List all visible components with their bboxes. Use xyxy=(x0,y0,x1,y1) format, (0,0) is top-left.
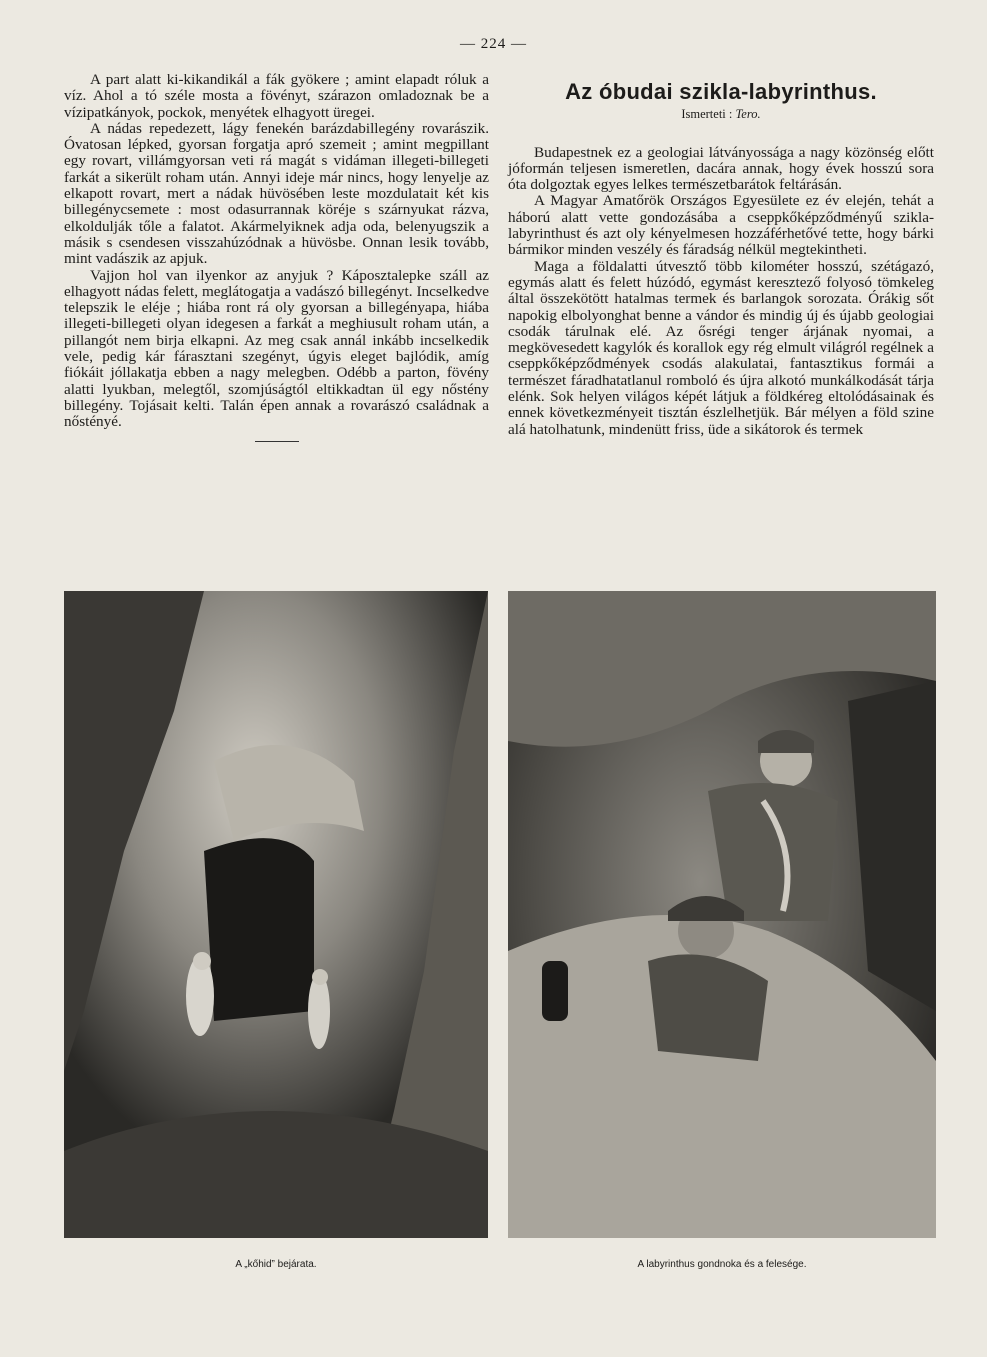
left-paragraph-2: A nádas repedezett, lágy fenekén barázdabillegény rovarászik. Óvatosan lépked, gyorsan forgatja apró szemeit ; amint megpillant egy rovart, villámgyorsan veti rá magát s vidáman illegeti-billegeti farkát a sikerült roham után. Annyi ideje már nincs, hogy lenyelje az elkapott rovart, mert a nádak hüvösében leste mozdulatait két kis billegénycsemete : most odasurrannak köréje s szárnyukat rázva, elkoldulják tőle a falatot. Akármelyiknek adja oda, belenyugszik a másik s csendesen visszahúzódnak a hüvösbe. Onnan lesik tovább, mint vadászik az apjuk. xyxy=(64,119,489,268)
right-paragraph-3: Maga a földalatti útvesztő több kilométer hosszú, szétágazó, egymás alatt és felett húzódó, egymást keresztező folyosó tömkeleg által összekötött hatalmas termek és barlangok sorozata. Órákig sőt napokig elbolyonghat benne a vándor és mindig új és újabb geologiai csodák tárulnak elé. Az ősrégi tenger árjának nyomai, a megkövesedett kagylók és korallok egy rég elmult világról regélnek a cseppkőképződmények csodás alakulatai, fantasztikus formái a természet fáradhatatlanul romboló és újra alkotó munkálkodását tárja elénk. Sok helyen világos képét látjuk a földkéreg eltolódásainak és ennek következményeit tisztán észlelhetjük. Bár mélyen a föld szine alá hatolhatunk, mindenütt friss, üde a sikátorok és termek xyxy=(508,257,934,438)
byline xyxy=(508,106,934,122)
right-paragraph-2: A Magyar Amatőrök Országos Egyesülete ez év elején, tehát a háború alatt vette gondozásába a cseppkőképződményű szikla-labyrinthust és azt oly kényelmesen hozzáférhetővé tette, hogy bárki bármikor minden veszély és fáradság nélkül megtekintheti. xyxy=(508,192,934,259)
right-column xyxy=(508,79,934,438)
article-title: Az óbudai szikla-labyrinthus. xyxy=(565,79,877,104)
byline-author: Tero. xyxy=(735,107,761,122)
left-paragraph-1: A part alatt ki-kikandikál a fák gyökere ; amint elapadt róluk a víz. Ahol a tó széle mosta a fövényt, szárazon omladoznak be a vízipatkányok, pockok, menyétek elhagyott üregei. xyxy=(64,71,489,121)
byline-prefix: Ismerteti : xyxy=(681,107,733,122)
cave-entrance-photo xyxy=(64,591,488,1238)
left-paragraph-3: Vajjon hol van ilyenkor az anyjuk ? Káposztalepke száll az elhagyott nádas felett, meglátogatja a vadászó billegényt. Incselkedve telepszik le eléje ; hiába ront rá oly gyorsan a billegényapa, hiába illegeti-billegeti olyan idegesen a farkát a meghiusult roham után, a pillangót nem birja elkapni. Az meg csak annál inkább incselkedik vele, pedig kár fárasztani szegényt, úgyis eleget bajlódik, amíg fiókáit jóllakatja ebben a nagy melegben. Odébb a parton, fövény alatti lyukban, melegtől, szomjúságtól eltikkadtan ül egy nőstény billegény. Tojásait kelti. Talán épen annak a rovarászó családnak a nőstényé. xyxy=(64,266,489,431)
page-number: — 224 — xyxy=(460,36,527,52)
section-divider xyxy=(255,441,299,442)
left-column xyxy=(64,72,489,442)
right-paragraph-1: Budapestnek ez a geologiai látványossága a nagy közönség előtt jóformán teljesen ismeretlen, dacára annak, hogy évek hosszú sora óta dolgoztak egyes lelkes természetbarátok feltárásán. xyxy=(508,143,934,194)
right-figure-caption: A labyrinthus gondnoka és a felesége. xyxy=(637,1259,807,1270)
caretaker-couple-photo xyxy=(508,591,936,1238)
left-figure-caption: A „kőhid” bejárata. xyxy=(235,1259,317,1270)
